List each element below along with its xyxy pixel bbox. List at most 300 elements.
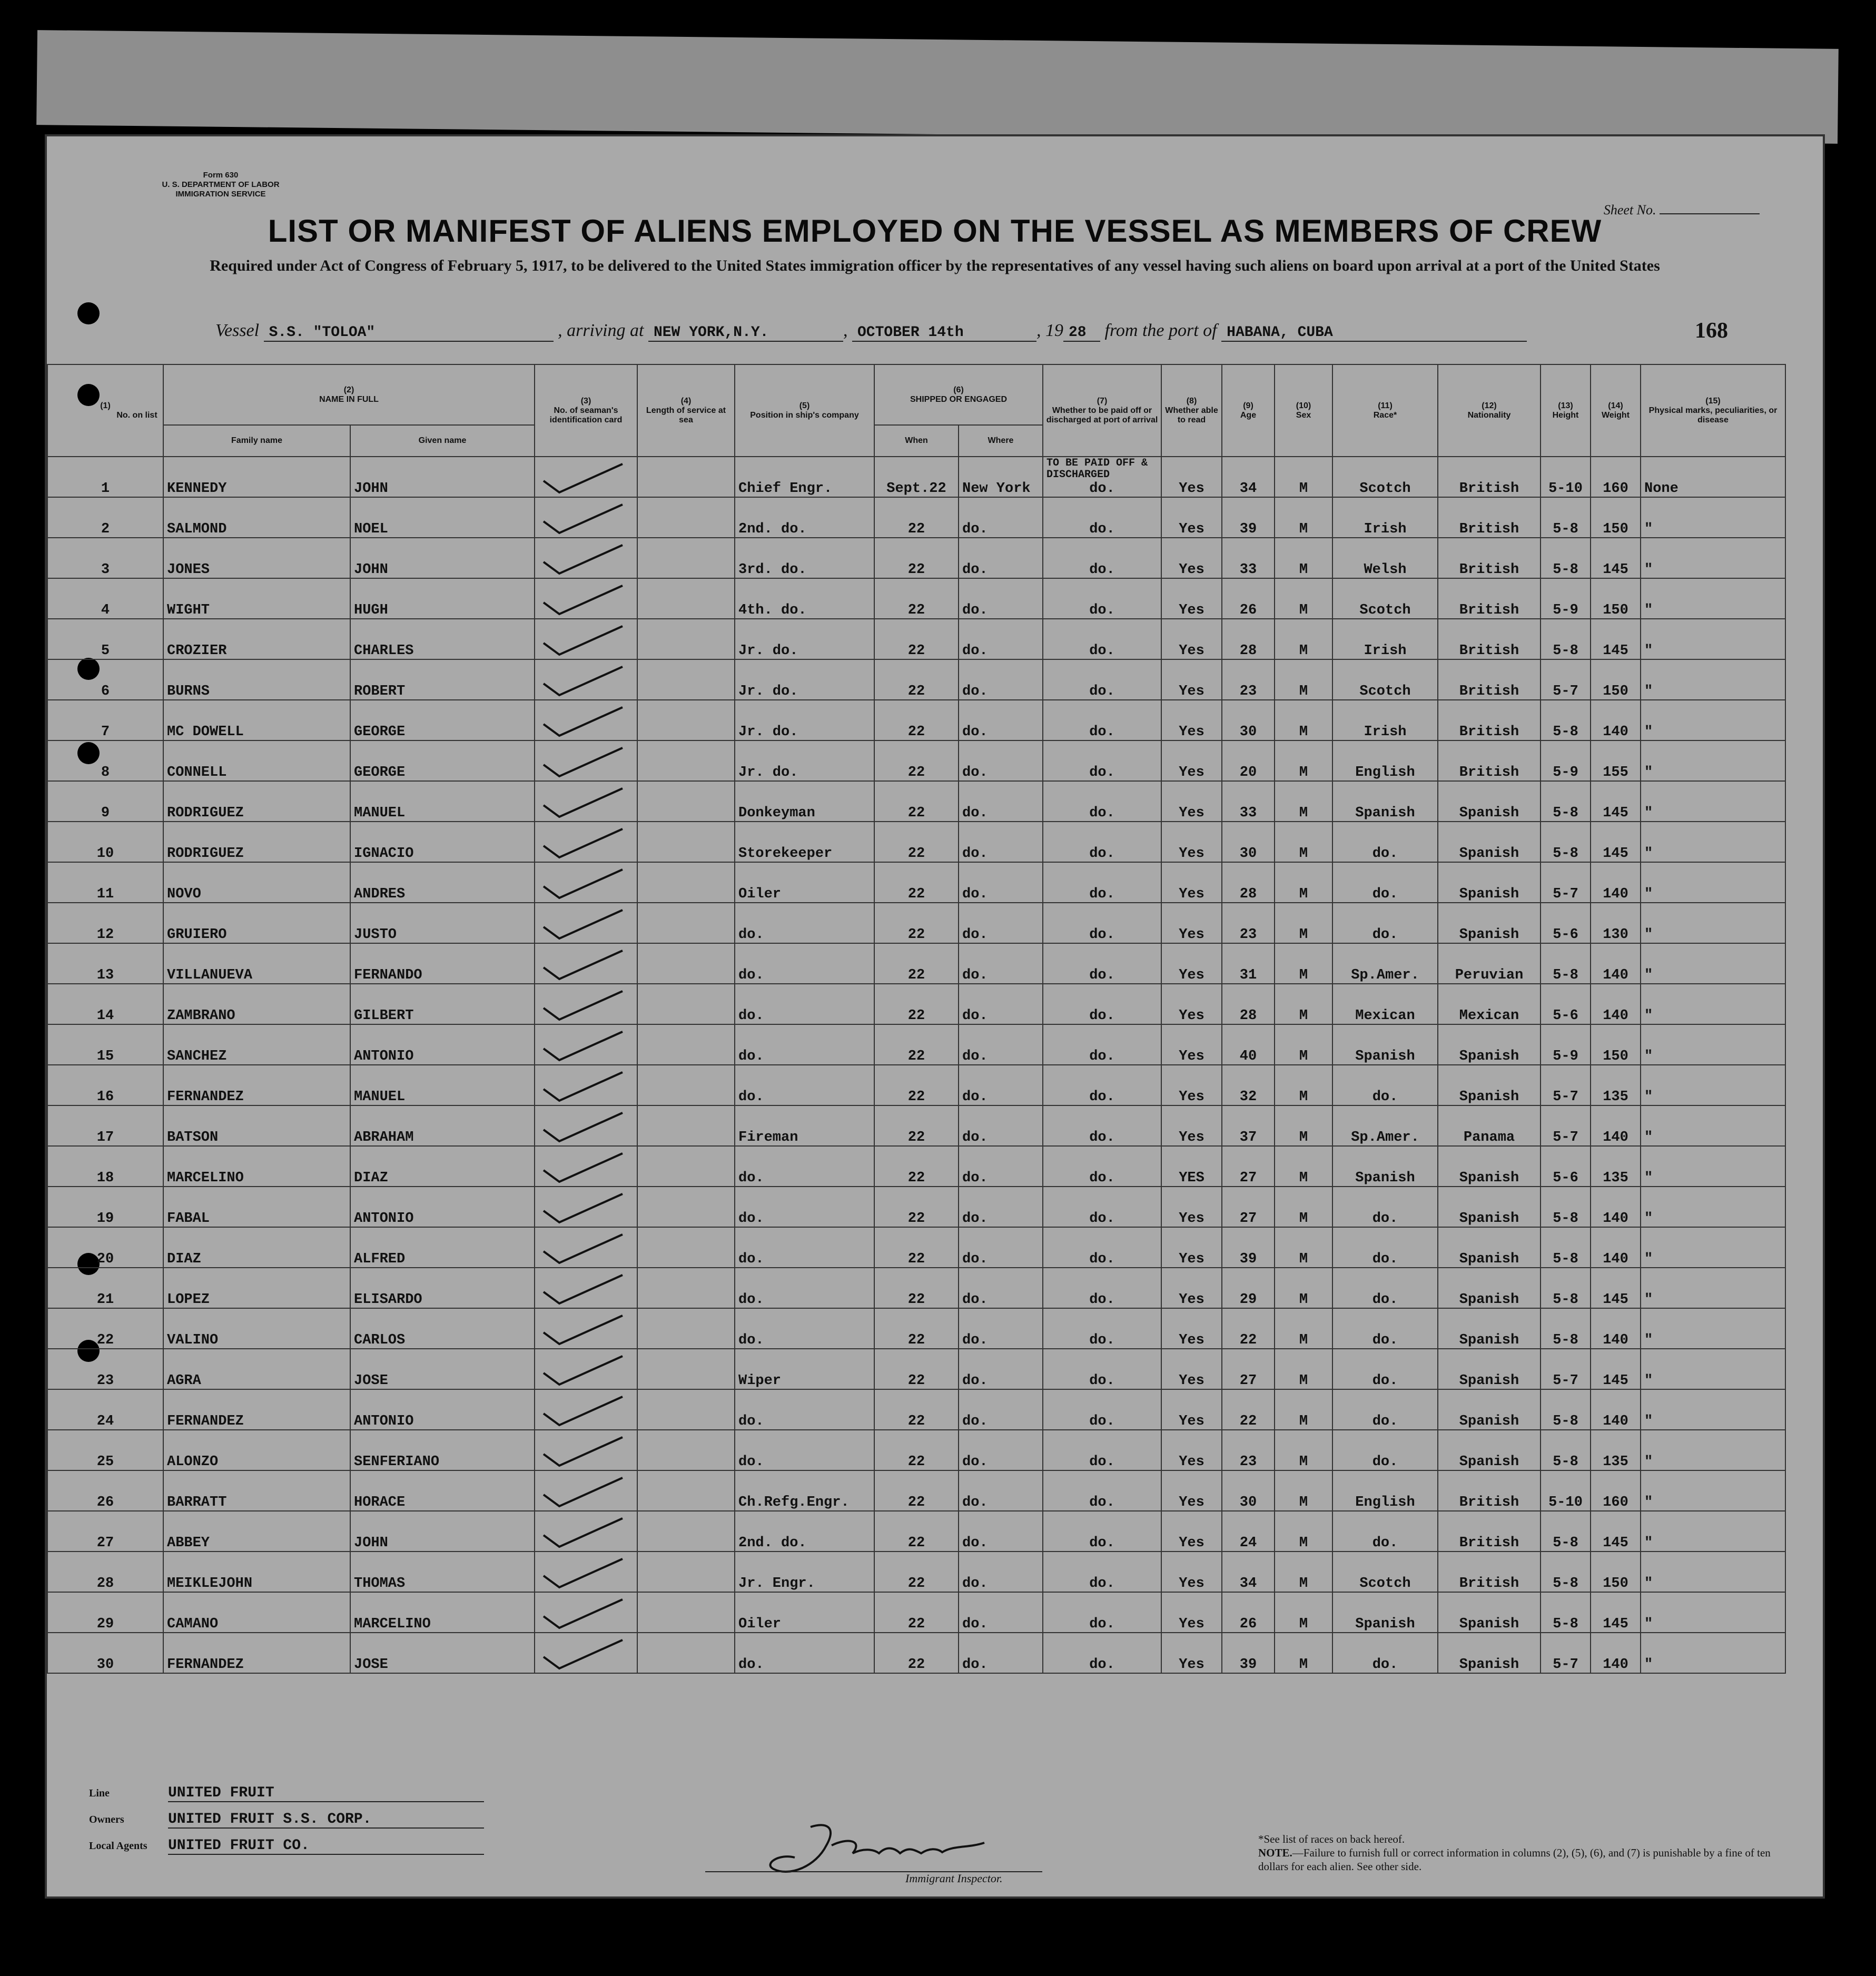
id-card-cell bbox=[535, 1430, 637, 1470]
shipped-when-cell: 22 bbox=[874, 1187, 959, 1227]
table-row bbox=[47, 1268, 1785, 1308]
shipped-where-cell: do. bbox=[959, 1430, 1043, 1470]
height-cell: 5-6 bbox=[1541, 903, 1591, 943]
sex-cell: M bbox=[1275, 1633, 1332, 1673]
table-row bbox=[47, 700, 1785, 740]
race-cell: do. bbox=[1332, 822, 1438, 862]
checkmark-icon bbox=[538, 460, 637, 497]
paid-off-cell: do. bbox=[1043, 619, 1161, 659]
shipped-where-cell: do. bbox=[959, 1389, 1043, 1430]
position-cell: Storekeeper bbox=[735, 822, 874, 862]
service-length-cell bbox=[637, 1511, 735, 1552]
height-cell: 5-9 bbox=[1541, 578, 1591, 619]
given-name-cell: MARCELINO bbox=[350, 1592, 535, 1633]
given-name-cell: HORACE bbox=[350, 1470, 535, 1511]
age-cell: 23 bbox=[1222, 903, 1275, 943]
shipped-when-cell: 22 bbox=[874, 862, 959, 903]
able-to-read-cell: Yes bbox=[1161, 1470, 1222, 1511]
weight-cell: 140 bbox=[1591, 943, 1641, 984]
row-number-cell: 15 bbox=[47, 1024, 163, 1065]
family-name-cell: CROZIER bbox=[163, 619, 350, 659]
checkmark-icon bbox=[538, 1068, 637, 1105]
shipped-where-cell: do. bbox=[959, 1308, 1043, 1349]
shipped-when-cell: 22 bbox=[874, 903, 959, 943]
vessel-name: S.S. "TOLOA" bbox=[264, 324, 554, 342]
age-cell: 28 bbox=[1222, 862, 1275, 903]
race-cell: Spanish bbox=[1332, 1024, 1438, 1065]
paid-off-cell: do. bbox=[1043, 1470, 1161, 1511]
paid-off-cell: do. bbox=[1043, 1065, 1161, 1105]
shipped-when-cell: 22 bbox=[874, 1105, 959, 1146]
row-number-cell: 17 bbox=[47, 1105, 163, 1146]
age-cell: 24 bbox=[1222, 1511, 1275, 1552]
sex-cell: M bbox=[1275, 1105, 1332, 1146]
arriving-label: , arriving at bbox=[558, 321, 644, 340]
header-paid: (7) Whether to be paid off or discharged at port of arrival bbox=[1043, 364, 1161, 457]
arrival-year: 28 bbox=[1063, 324, 1100, 342]
sex-cell: M bbox=[1275, 1308, 1332, 1349]
physical-marks-cell: " bbox=[1641, 1308, 1785, 1349]
weight-cell: 160 bbox=[1591, 1470, 1641, 1511]
sex-cell: M bbox=[1275, 619, 1332, 659]
race-cell: do. bbox=[1332, 1227, 1438, 1268]
checkmark-icon bbox=[538, 1190, 637, 1227]
table-row bbox=[47, 619, 1785, 659]
given-name-cell: JOHN bbox=[350, 1511, 535, 1552]
table-row bbox=[47, 538, 1785, 578]
family-name-cell: RODRIGUEZ bbox=[163, 822, 350, 862]
table-row bbox=[47, 984, 1785, 1024]
given-name-cell: MANUEL bbox=[350, 1065, 535, 1105]
position-cell: Jr. Engr. bbox=[735, 1552, 874, 1592]
nationality-cell: Spanish bbox=[1438, 1430, 1541, 1470]
race-cell: Sp.Amer. bbox=[1332, 943, 1438, 984]
id-card-cell bbox=[535, 1268, 637, 1308]
row-number-cell: 26 bbox=[47, 1470, 163, 1511]
sex-cell: M bbox=[1275, 700, 1332, 740]
service-length-cell bbox=[637, 862, 735, 903]
service-length-cell bbox=[637, 1268, 735, 1308]
table-row bbox=[47, 497, 1785, 538]
weight-cell: 135 bbox=[1591, 1146, 1641, 1187]
age-cell: 26 bbox=[1222, 1592, 1275, 1633]
service-length-cell bbox=[637, 538, 735, 578]
inspector-signature bbox=[705, 1816, 1042, 1880]
family-name-cell: MARCELINO bbox=[163, 1146, 350, 1187]
physical-marks-cell: " bbox=[1641, 1146, 1785, 1187]
able-to-read-cell: Yes bbox=[1161, 1105, 1222, 1146]
row-number-cell: 3 bbox=[47, 538, 163, 578]
row-number-cell: 5 bbox=[47, 619, 163, 659]
given-name-cell: ANTONIO bbox=[350, 1024, 535, 1065]
able-to-read-cell: Yes bbox=[1161, 1430, 1222, 1470]
physical-marks-cell: None bbox=[1641, 457, 1785, 497]
shipped-where-cell: do. bbox=[959, 1268, 1043, 1308]
given-name-cell: ANDRES bbox=[350, 862, 535, 903]
table-row bbox=[47, 659, 1785, 700]
sex-cell: M bbox=[1275, 1552, 1332, 1592]
table-row bbox=[47, 943, 1785, 984]
race-cell: Welsh bbox=[1332, 538, 1438, 578]
given-name-cell: THOMAS bbox=[350, 1552, 535, 1592]
shipped-when-cell: 22 bbox=[874, 1592, 959, 1633]
given-name-cell: ANTONIO bbox=[350, 1187, 535, 1227]
service-length-cell bbox=[637, 1227, 735, 1268]
weight-cell: 140 bbox=[1591, 1105, 1641, 1146]
header-family-name: Family name bbox=[163, 425, 350, 457]
able-to-read-cell: Yes bbox=[1161, 700, 1222, 740]
physical-marks-cell: " bbox=[1641, 1470, 1785, 1511]
given-name-cell: CARLOS bbox=[350, 1308, 535, 1349]
shipped-where-cell: do. bbox=[959, 1511, 1043, 1552]
row-number-cell: 29 bbox=[47, 1592, 163, 1633]
paid-off-cell: do. bbox=[1043, 984, 1161, 1024]
id-card-cell bbox=[535, 1308, 637, 1349]
id-card-cell bbox=[535, 1227, 637, 1268]
family-name-cell: BARRATT bbox=[163, 1470, 350, 1511]
family-name-cell: FABAL bbox=[163, 1187, 350, 1227]
shipped-where-cell: do. bbox=[959, 1065, 1043, 1105]
table-row bbox=[47, 822, 1785, 862]
row-number-cell: 10 bbox=[47, 822, 163, 862]
row-number-cell: 23 bbox=[47, 1349, 163, 1389]
shipped-when-cell: 22 bbox=[874, 781, 959, 822]
age-cell: 23 bbox=[1222, 1430, 1275, 1470]
physical-marks-cell: " bbox=[1641, 781, 1785, 822]
weight-cell: 145 bbox=[1591, 1592, 1641, 1633]
paid-off-cell: do. bbox=[1043, 1430, 1161, 1470]
paid-off-cell: do. bbox=[1043, 1268, 1161, 1308]
position-cell: Chief Engr. bbox=[735, 457, 874, 497]
able-to-read-cell: Yes bbox=[1161, 1511, 1222, 1552]
shipped-when-cell: 22 bbox=[874, 1349, 959, 1389]
given-name-cell: GILBERT bbox=[350, 984, 535, 1024]
position-cell: do. bbox=[735, 1065, 874, 1105]
id-card-cell bbox=[535, 1470, 637, 1511]
physical-marks-cell: " bbox=[1641, 1633, 1785, 1673]
nationality-cell: Panama bbox=[1438, 1105, 1541, 1146]
sex-cell: M bbox=[1275, 497, 1332, 538]
sex-cell: M bbox=[1275, 1187, 1332, 1227]
weight-cell: 140 bbox=[1591, 862, 1641, 903]
checkmark-icon bbox=[538, 744, 637, 780]
position-cell: do. bbox=[735, 1308, 874, 1349]
sex-cell: M bbox=[1275, 659, 1332, 700]
age-cell: 39 bbox=[1222, 1227, 1275, 1268]
sex-cell: M bbox=[1275, 457, 1332, 497]
header-shipped: (6) SHIPPED OR ENGAGED bbox=[874, 364, 1043, 425]
checkmark-icon bbox=[538, 906, 637, 943]
position-cell: do. bbox=[735, 1146, 874, 1187]
family-name-cell: FERNANDEZ bbox=[163, 1389, 350, 1430]
race-cell: do. bbox=[1332, 1065, 1438, 1105]
row-number-cell: 14 bbox=[47, 984, 163, 1024]
height-cell: 5-8 bbox=[1541, 1187, 1591, 1227]
header-race: (11) Race* bbox=[1332, 364, 1438, 457]
id-card-cell bbox=[535, 740, 637, 781]
race-cell: do. bbox=[1332, 862, 1438, 903]
shipped-when-cell: 22 bbox=[874, 1389, 959, 1430]
physical-marks-cell: " bbox=[1641, 1187, 1785, 1227]
age-cell: 31 bbox=[1222, 943, 1275, 984]
nationality-cell: Spanish bbox=[1438, 1633, 1541, 1673]
race-cell: do. bbox=[1332, 1511, 1438, 1552]
arrival-port: NEW YORK,N.Y. bbox=[648, 324, 843, 342]
sex-cell: M bbox=[1275, 578, 1332, 619]
checkmark-icon bbox=[538, 1514, 637, 1551]
service-length-cell bbox=[637, 984, 735, 1024]
table-row bbox=[47, 903, 1785, 943]
checkmark-icon bbox=[538, 1595, 637, 1632]
row-number-cell: 16 bbox=[47, 1065, 163, 1105]
shipped-when-cell: 22 bbox=[874, 1552, 959, 1592]
family-name-cell: BURNS bbox=[163, 659, 350, 700]
nationality-cell: British bbox=[1438, 659, 1541, 700]
checkmark-icon bbox=[538, 784, 637, 821]
paid-off-cell: do. bbox=[1043, 578, 1161, 619]
sex-cell: M bbox=[1275, 984, 1332, 1024]
race-cell: Irish bbox=[1332, 700, 1438, 740]
physical-marks-cell: " bbox=[1641, 1268, 1785, 1308]
paid-off-cell: do. bbox=[1043, 1308, 1161, 1349]
height-cell: 5-8 bbox=[1541, 1268, 1591, 1308]
shipped-when-cell: 22 bbox=[874, 822, 959, 862]
position-cell: 4th. do. bbox=[735, 578, 874, 619]
given-name-cell: GEORGE bbox=[350, 700, 535, 740]
row-number-cell: 13 bbox=[47, 943, 163, 984]
height-cell: 5-9 bbox=[1541, 1024, 1591, 1065]
punch-hole bbox=[77, 302, 100, 324]
paid-off-cell: do. bbox=[1043, 1552, 1161, 1592]
shipped-when-cell: 22 bbox=[874, 1430, 959, 1470]
shipped-where-cell: do. bbox=[959, 903, 1043, 943]
height-cell: 5-10 bbox=[1541, 1470, 1591, 1511]
paid-off-cell: do. bbox=[1043, 1024, 1161, 1065]
table-row bbox=[47, 1024, 1785, 1065]
given-name-cell: JOHN bbox=[350, 538, 535, 578]
row-number-cell: 1 bbox=[47, 457, 163, 497]
race-cell: do. bbox=[1332, 1349, 1438, 1389]
weight-cell: 140 bbox=[1591, 700, 1641, 740]
form-notes bbox=[1258, 1832, 1785, 1873]
race-cell: Spanish bbox=[1332, 1146, 1438, 1187]
nationality-cell: British bbox=[1438, 740, 1541, 781]
shipped-where-cell: do. bbox=[959, 1592, 1043, 1633]
position-cell: do. bbox=[735, 984, 874, 1024]
paid-off-value: do. bbox=[1089, 481, 1115, 497]
paid-off-cell: do. bbox=[1043, 943, 1161, 984]
row-number-cell: 7 bbox=[47, 700, 163, 740]
nationality-cell: Spanish bbox=[1438, 781, 1541, 822]
id-card-cell bbox=[535, 538, 637, 578]
age-cell: 30 bbox=[1222, 700, 1275, 740]
row-number-cell: 22 bbox=[47, 1308, 163, 1349]
family-name-cell: NOVO bbox=[163, 862, 350, 903]
shipped-where-cell: do. bbox=[959, 1227, 1043, 1268]
row-number-cell: 18 bbox=[47, 1146, 163, 1187]
given-name-cell: JOSE bbox=[350, 1349, 535, 1389]
shipped-when-cell: 22 bbox=[874, 1511, 959, 1552]
position-cell: do. bbox=[735, 1389, 874, 1430]
service-length-cell bbox=[637, 903, 735, 943]
weight-cell: 135 bbox=[1591, 1430, 1641, 1470]
header-sex: (10) Sex bbox=[1275, 364, 1332, 457]
height-cell: 5-8 bbox=[1541, 943, 1591, 984]
checkmark-icon bbox=[538, 1027, 637, 1064]
physical-marks-cell: " bbox=[1641, 1227, 1785, 1268]
height-cell: 5-7 bbox=[1541, 1633, 1591, 1673]
departure-port: HABANA, CUBA bbox=[1221, 324, 1527, 342]
checkmark-icon bbox=[538, 1392, 637, 1429]
weight-cell: 150 bbox=[1591, 1024, 1641, 1065]
shipped-where-cell: do. bbox=[959, 822, 1043, 862]
weight-cell: 150 bbox=[1591, 578, 1641, 619]
race-cell: Irish bbox=[1332, 619, 1438, 659]
sex-cell: M bbox=[1275, 1511, 1332, 1552]
position-cell: do. bbox=[735, 1227, 874, 1268]
height-cell: 5-8 bbox=[1541, 822, 1591, 862]
height-cell: 5-10 bbox=[1541, 457, 1591, 497]
position-cell: do. bbox=[735, 1187, 874, 1227]
id-card-cell bbox=[535, 1024, 637, 1065]
id-card-cell bbox=[535, 1552, 637, 1592]
height-cell: 5-8 bbox=[1541, 1227, 1591, 1268]
header-marks: (15) Physical marks, peculiarities, or disease bbox=[1641, 364, 1785, 457]
checkmark-icon bbox=[538, 865, 637, 902]
age-cell: 40 bbox=[1222, 1024, 1275, 1065]
header-given-name: Given name bbox=[350, 425, 535, 457]
row-number-cell: 4 bbox=[47, 578, 163, 619]
table-row bbox=[47, 457, 1785, 497]
able-to-read-cell: Yes bbox=[1161, 1227, 1222, 1268]
able-to-read-cell: Yes bbox=[1161, 1349, 1222, 1389]
shipped-where-cell: do. bbox=[959, 659, 1043, 700]
row-number-cell: 25 bbox=[47, 1430, 163, 1470]
checkmark-icon bbox=[538, 1311, 637, 1348]
service-length-cell bbox=[637, 1105, 735, 1146]
service-length-cell bbox=[637, 1633, 735, 1673]
age-cell: 20 bbox=[1222, 740, 1275, 781]
header-age: (9) Age bbox=[1222, 364, 1275, 457]
family-name-cell: CAMANO bbox=[163, 1592, 350, 1633]
physical-marks-cell: " bbox=[1641, 1024, 1785, 1065]
physical-marks-cell: " bbox=[1641, 740, 1785, 781]
shipped-where-cell: do. bbox=[959, 1146, 1043, 1187]
sex-cell: M bbox=[1275, 1592, 1332, 1633]
nationality-cell: Spanish bbox=[1438, 903, 1541, 943]
age-cell: 39 bbox=[1222, 497, 1275, 538]
weight-cell: 140 bbox=[1591, 1187, 1641, 1227]
height-cell: 5-9 bbox=[1541, 740, 1591, 781]
height-cell: 5-7 bbox=[1541, 659, 1591, 700]
family-name-cell: DIAZ bbox=[163, 1227, 350, 1268]
service-length-cell bbox=[637, 1146, 735, 1187]
able-to-read-cell: Yes bbox=[1161, 457, 1222, 497]
arrival-date: OCTOBER 14th bbox=[852, 324, 1036, 342]
nationality-cell: Spanish bbox=[1438, 1268, 1541, 1308]
header-no: (1) No. on list bbox=[47, 364, 163, 457]
checkmark-icon bbox=[538, 663, 637, 699]
id-card-cell bbox=[535, 1592, 637, 1633]
service-length-cell bbox=[637, 1024, 735, 1065]
header-weight: (14) Weight bbox=[1591, 364, 1641, 457]
family-name-cell: AGRA bbox=[163, 1349, 350, 1389]
race-cell: Scotch bbox=[1332, 578, 1438, 619]
height-cell: 5-7 bbox=[1541, 862, 1591, 903]
checkmark-icon bbox=[538, 1109, 637, 1145]
service-length-cell bbox=[637, 740, 735, 781]
header-service: (4) Length of service at sea bbox=[637, 364, 735, 457]
sex-cell: M bbox=[1275, 1146, 1332, 1187]
table-row bbox=[47, 1633, 1785, 1673]
position-cell: Donkeyman bbox=[735, 781, 874, 822]
position-cell: Oiler bbox=[735, 1592, 874, 1633]
id-card-cell bbox=[535, 781, 637, 822]
position-cell: Ch.Refg.Engr. bbox=[735, 1470, 874, 1511]
position-cell: Wiper bbox=[735, 1349, 874, 1389]
id-card-cell bbox=[535, 1105, 637, 1146]
shipped-when-cell: 22 bbox=[874, 700, 959, 740]
able-to-read-cell: Yes bbox=[1161, 1592, 1222, 1633]
shipped-when-cell: 22 bbox=[874, 1024, 959, 1065]
physical-marks-cell: " bbox=[1641, 538, 1785, 578]
nationality-cell: British bbox=[1438, 497, 1541, 538]
table-row bbox=[47, 1592, 1785, 1633]
paid-off-cell: do. bbox=[1043, 497, 1161, 538]
checkmark-icon bbox=[538, 1433, 637, 1470]
shipped-where-cell: do. bbox=[959, 1105, 1043, 1146]
age-cell: 34 bbox=[1222, 457, 1275, 497]
physical-marks-cell: " bbox=[1641, 1552, 1785, 1592]
position-cell: Jr. do. bbox=[735, 659, 874, 700]
shipped-where-cell: do. bbox=[959, 1633, 1043, 1673]
service-length-cell bbox=[637, 1349, 735, 1389]
position-cell: 2nd. do. bbox=[735, 497, 874, 538]
race-cell: do. bbox=[1332, 1187, 1438, 1227]
able-to-read-cell: Yes bbox=[1161, 497, 1222, 538]
given-name-cell: CHARLES bbox=[350, 619, 535, 659]
table-row bbox=[47, 1146, 1785, 1187]
age-cell: 28 bbox=[1222, 984, 1275, 1024]
id-card-cell bbox=[535, 700, 637, 740]
age-cell: 37 bbox=[1222, 1105, 1275, 1146]
shipped-where-cell: do. bbox=[959, 781, 1043, 822]
service-length-cell bbox=[637, 1308, 735, 1349]
race-cell: Sp.Amer. bbox=[1332, 1105, 1438, 1146]
id-card-cell bbox=[535, 1349, 637, 1389]
row-number-cell: 12 bbox=[47, 903, 163, 943]
height-cell: 5-8 bbox=[1541, 1552, 1591, 1592]
family-name-cell: ALONZO bbox=[163, 1430, 350, 1470]
from-port-label: from the port of bbox=[1104, 321, 1217, 340]
weight-cell: 135 bbox=[1591, 1065, 1641, 1105]
age-cell: 27 bbox=[1222, 1349, 1275, 1389]
vessel-label: Vessel bbox=[215, 321, 260, 340]
age-cell: 32 bbox=[1222, 1065, 1275, 1105]
id-card-cell bbox=[535, 984, 637, 1024]
family-name-cell: GRUIERO bbox=[163, 903, 350, 943]
given-name-cell: NOEL bbox=[350, 497, 535, 538]
given-name-cell: MANUEL bbox=[350, 781, 535, 822]
table-row bbox=[47, 1430, 1785, 1470]
race-cell: do. bbox=[1332, 1268, 1438, 1308]
height-cell: 5-7 bbox=[1541, 1349, 1591, 1389]
weight-cell: 140 bbox=[1591, 1308, 1641, 1349]
shipped-where-cell: do. bbox=[959, 1187, 1043, 1227]
shipped-where-cell: do. bbox=[959, 943, 1043, 984]
age-cell: 34 bbox=[1222, 1552, 1275, 1592]
race-cell: Mexican bbox=[1332, 984, 1438, 1024]
